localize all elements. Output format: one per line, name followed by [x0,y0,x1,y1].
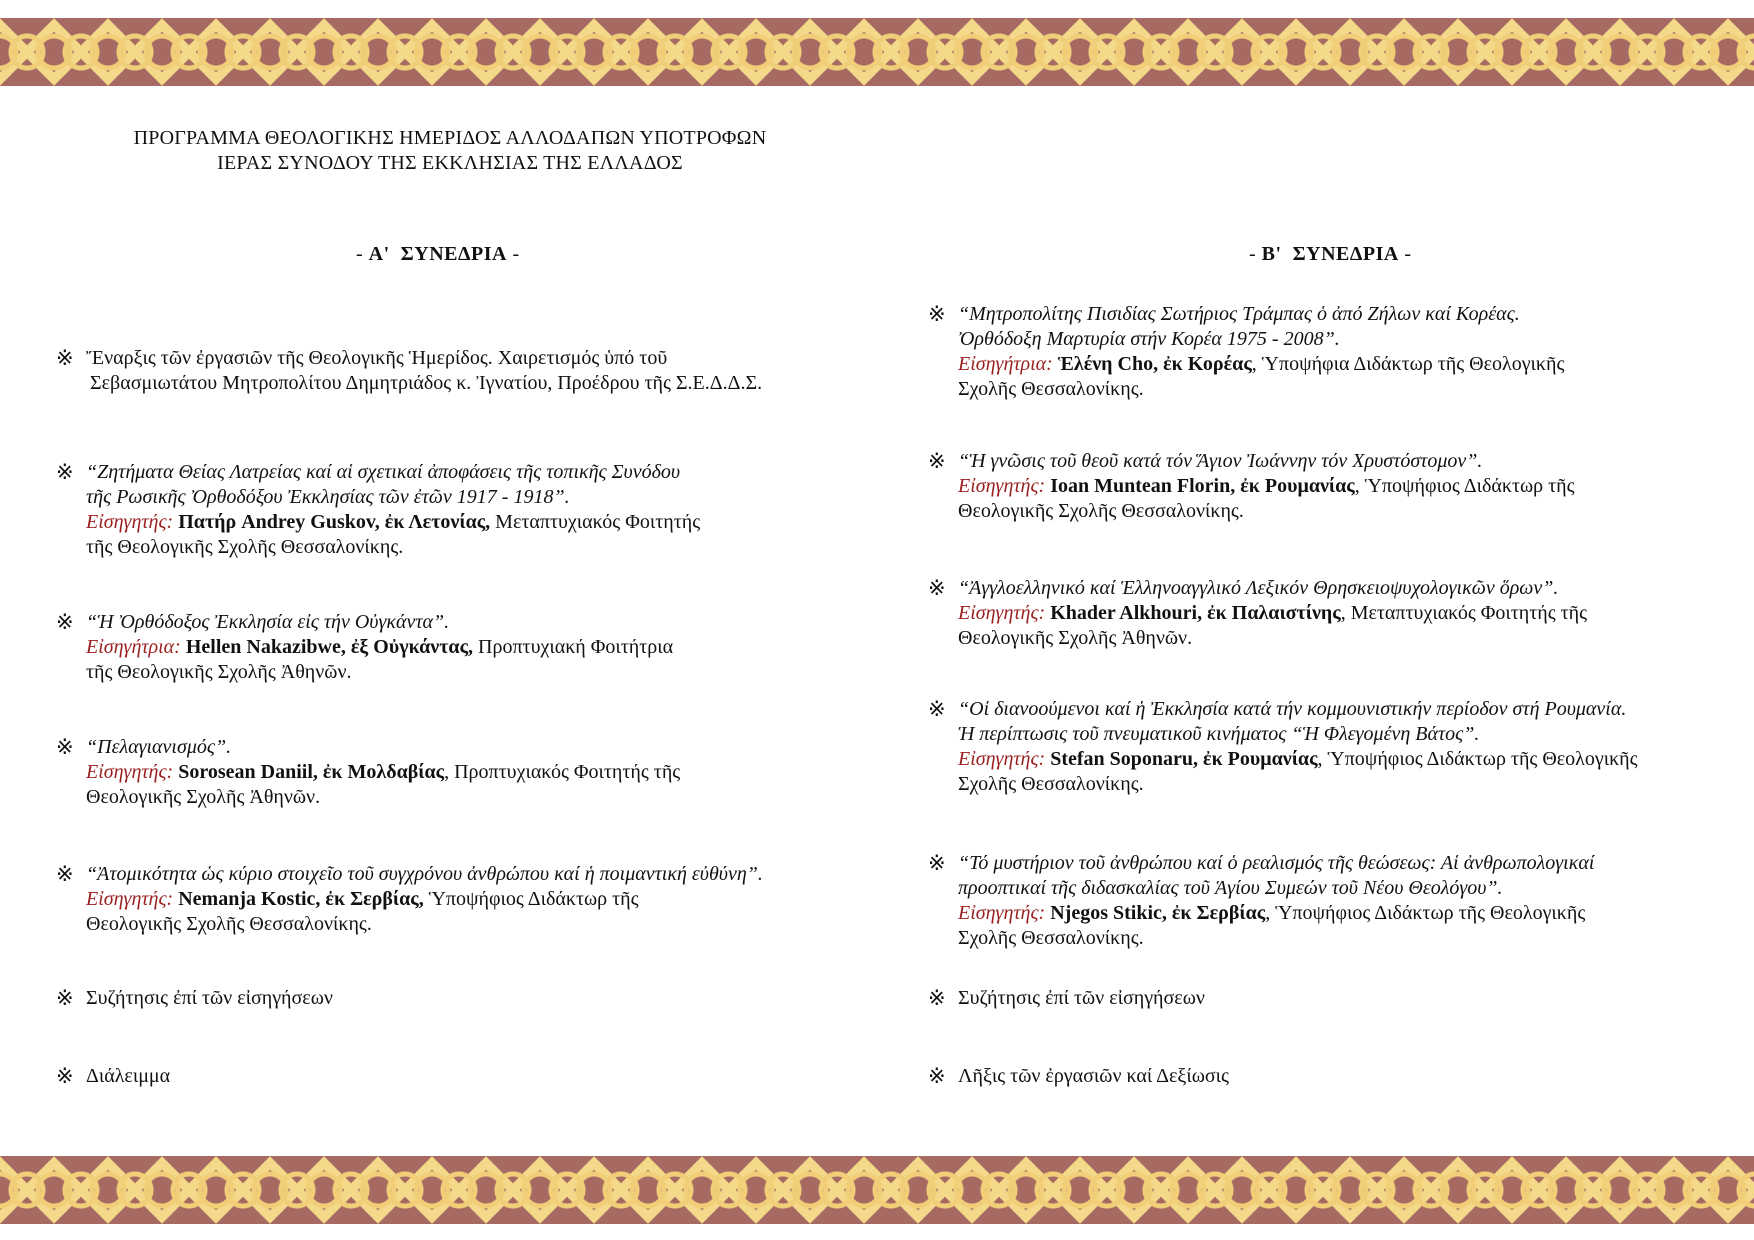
session-a-talk-4 [56,862,816,937]
top-ornamental-border [0,18,1754,86]
session-a-talk-3 [56,735,816,810]
reference-mark-icon: ※ [56,986,74,1010]
discussion-label: Συζήτησις ἐπί τῶν εἰσηγήσεων [86,987,333,1009]
speaker-desc-cont: Σχολῆς Θεσσαλονίκης. [958,773,1144,795]
reference-mark-icon: ※ [56,610,74,634]
reference-mark-icon: ※ [56,862,74,886]
speaker-desc-cont: Σχολῆς Θεσσαλονίκης. [958,378,1144,400]
talk-topic: “Πελαγιανισμός”. [86,736,232,758]
talk-topic-cont: Ἡ περίπτωσις τοῦ πνευματικοῦ κινήματος “Ἡ Φλεγομένη Βάτος”. [958,723,1480,745]
speaker-name: Sorosean Daniil, ἐκ Μολδαβίας [178,761,445,783]
reference-mark-icon: ※ [56,460,74,484]
speaker-desc: , Ὑποψήφιος Διδάκτωρ τῆς Θεολογικῆς [1317,748,1638,770]
talk-topic-cont: Ὀρθόδοξη Μαρτυρία στήν Κορέα 1975 - 2008”. [958,328,1340,350]
session-b-talk-1 [928,302,1718,402]
speaker-role: Εἰσηγητής: [958,475,1046,497]
reference-mark-icon: ※ [928,1064,946,1088]
speaker-name: Πατήρ Andrey Guskov, ἐκ Λετονίας, [178,511,491,533]
opening-line-2: Σεβασμιωτάτου Μητροπολίτου Δημητριάδος κ. Ἰγνατίου, Προέδρου τῆς Σ.Ε.Δ.Δ.Σ. [90,372,763,394]
speaker-desc: Προπτυχιακή Φοιτήτρια [473,636,674,658]
speaker-desc: Μεταπτυχιακός Φοιτητής [490,511,701,533]
speaker-desc-cont: τῆς Θεολογικῆς Σχολῆς Θεσσαλονίκης. [86,536,404,558]
reference-mark-icon: ※ [928,576,946,600]
dash-left: - [1249,243,1262,265]
dash-right: - [1398,243,1412,265]
talk-topic: “Οἱ διανοούμενοι καί ἡ Ἐκκλησία κατά τήν κομμουνιστικήν περίοδον στή Ρουμανία. [958,698,1627,720]
speaker-name: Khader Alkhouri, ἐκ Παλαιστίνης [1050,602,1341,624]
speaker-name: Stefan Soponaru, ἐκ Ρουμανίας [1050,748,1318,770]
talk-topic: “Ἀτομικότητα ὡς κύριο στοιχεῖο τοῦ συγχρόνου ἀνθρώπου καί ἡ ποιμαντική εὐθύνη”. [86,863,763,885]
session-b-discussion [928,986,1718,1011]
session-a-break [56,1064,816,1089]
talk-topic: “Ἀγγλοελληνικό καί Ἑλληνοαγγλικό Λεξικόν Θρησκειοψυχολογικῶν ὅρων”. [958,577,1559,599]
session-b-closing [928,1064,1718,1089]
speaker-desc-cont: Θεολογικῆς Σχολῆς Ἀθηνῶν. [86,786,321,808]
opening-line-1: Ἔναρξις τῶν ἐργασιῶν τῆς Θεολογικῆς Ἡμερίδος. Χαιρετισμός ὑπό τοῦ [86,347,668,369]
session-b-talk-2 [928,449,1718,524]
discussion-label: Συζήτησις ἐπί τῶν εἰσηγήσεων [958,987,1205,1009]
session-a-title: Α' ΣΥΝΕΔΡΙΑ [368,243,507,265]
speaker-role: Εἰσηγητής: [958,902,1046,924]
session-a-talk-2 [56,610,816,685]
speaker-role: Εἰσηγητής: [958,602,1046,624]
speaker-name: Ἑλένη Cho, ἐκ Κορέας [1057,353,1252,375]
talk-topic: “Τό μυστήριον τοῦ ἀνθρώπου καί ὁ ρεαλισμός τῆς θεώσεως: Αἱ ἀνθρωπολογικαί [958,852,1595,874]
session-b-talk-3 [928,576,1718,651]
session-a-talk-1 [56,460,816,560]
program-title-line-1: ΠΡΟΓΡΑΜΜΑ ΘΕΟΛΟΓΙΚΗΣ ΗΜΕΡΙΔΟΣ ΑΛΛΟΔΑΠΩΝ ΥΠΟΤΡΟΦΩΝ [133,127,767,149]
speaker-role: Εἰσηγητής: [958,748,1046,770]
speaker-desc-cont: Θεολογικῆς Σχολῆς Ἀθηνῶν. [958,627,1193,649]
speaker-role: Εἰσηγητής: [86,888,174,910]
talk-topic: “Ζητήματα Θείας Λατρείας καί αἱ σχετικαί ἀποφάσεις τῆς τοπικῆς Συνόδου [86,461,681,483]
talk-topic-cont: τῆς Ρωσικῆς Ὀρθοδόξου Ἐκκλησίας τῶν ἐτῶν 1917 - 1918”. [86,486,570,508]
speaker-desc-cont: Θεολογικῆς Σχολῆς Θεσσαλονίκης. [86,913,372,935]
talk-topic: “Ἡ Ὀρθόδοξος Ἐκκλησία εἰς τήν Οὐγκάντα”. [86,611,450,633]
talk-topic-cont: προοπτικαί τῆς διδασκαλίας τοῦ Ἁγίου Συμεών τοῦ Νέου Θεολόγου”. [958,877,1503,899]
program-title-line-2: ΙΕΡΑΣ ΣΥΝΟΔΟΥ ΤΗΣ ΕΚΚΛΗΣΙΑΣ ΤΗΣ ΕΛΛΑΔΟΣ [217,152,683,174]
dash-left: - [356,243,369,265]
speaker-desc: Ὑποψήφιος Διδάκτωρ τῆς [423,888,639,910]
reference-mark-icon: ※ [56,1064,74,1088]
dash-right: - [506,243,520,265]
speaker-desc: , Ὑποψήφια Διδάκτωρ τῆς Θεολογικῆς [1251,353,1565,375]
speaker-role: Εἰσηγητής: [86,761,174,783]
bottom-ornamental-border [0,1156,1754,1224]
break-label: Διάλειμμα [86,1065,171,1087]
speaker-desc: , Προπτυχιακός Φοιτητής τῆς [444,761,681,783]
speaker-name: Njegos Stikic, ἐκ Σερβίας [1050,902,1266,924]
speaker-desc-cont: Θεολογικῆς Σχολῆς Θεσσαλονίκης. [958,500,1244,522]
reference-mark-icon: ※ [928,697,946,721]
reference-mark-icon: ※ [56,735,74,759]
speaker-desc: , Μεταπτυχιακός Φοιτητής τῆς [1340,602,1588,624]
closing-label: Λῆξις τῶν ἐργασιῶν καί Δεξίωσις [958,1065,1229,1087]
program-title [70,126,830,176]
speaker-name: Hellen Nakazibwe, ἐξ Οὐγκάντας, [185,636,474,658]
reference-mark-icon: ※ [928,986,946,1010]
session-b-heading [1249,243,1412,266]
session-a-opening [56,346,816,396]
reference-mark-icon: ※ [56,346,74,370]
reference-mark-icon: ※ [928,851,946,875]
reference-mark-icon: ※ [928,302,946,326]
speaker-role: Εἰσηγητής: [86,511,174,533]
session-b-talk-5 [928,851,1718,951]
session-b-title: Β' ΣΥΝΕΔΡΙΑ [1261,243,1399,265]
speaker-role: Εἰσηγήτρια: [86,636,181,658]
session-a-discussion [56,986,816,1011]
speaker-name: Ioan Muntean Florin, ἐκ Ρουμανίας [1050,475,1355,497]
reference-mark-icon: ※ [928,449,946,473]
speaker-name: Nemanja Kostic, ἐκ Σερβίας, [178,888,424,910]
speaker-role: Εἰσηγήτρια: [958,353,1053,375]
speaker-desc-cont: τῆς Θεολογικῆς Σχολῆς Ἀθηνῶν. [86,661,352,683]
talk-topic: “Ἡ γνῶσις τοῦ θεοῦ κατά τόν Ἅγιον Ἰωάννην τόν Χρυστόστομον”. [958,450,1483,472]
speaker-desc: , Ὑποψήφιος Διδάκτωρ τῆς [1354,475,1575,497]
speaker-desc-cont: Σχολῆς Θεσσαλονίκης. [958,927,1144,949]
speaker-desc: , Ὑποψήφιος Διδάκτωρ τῆς Θεολογικῆς [1265,902,1586,924]
session-b-talk-4 [928,697,1718,797]
session-a-heading [356,243,520,266]
talk-topic: “Μητροπολίτης Πισιδίας Σωτήριος Τράμπας ὁ ἀπό Ζήλων καί Κορέας. [958,303,1520,325]
